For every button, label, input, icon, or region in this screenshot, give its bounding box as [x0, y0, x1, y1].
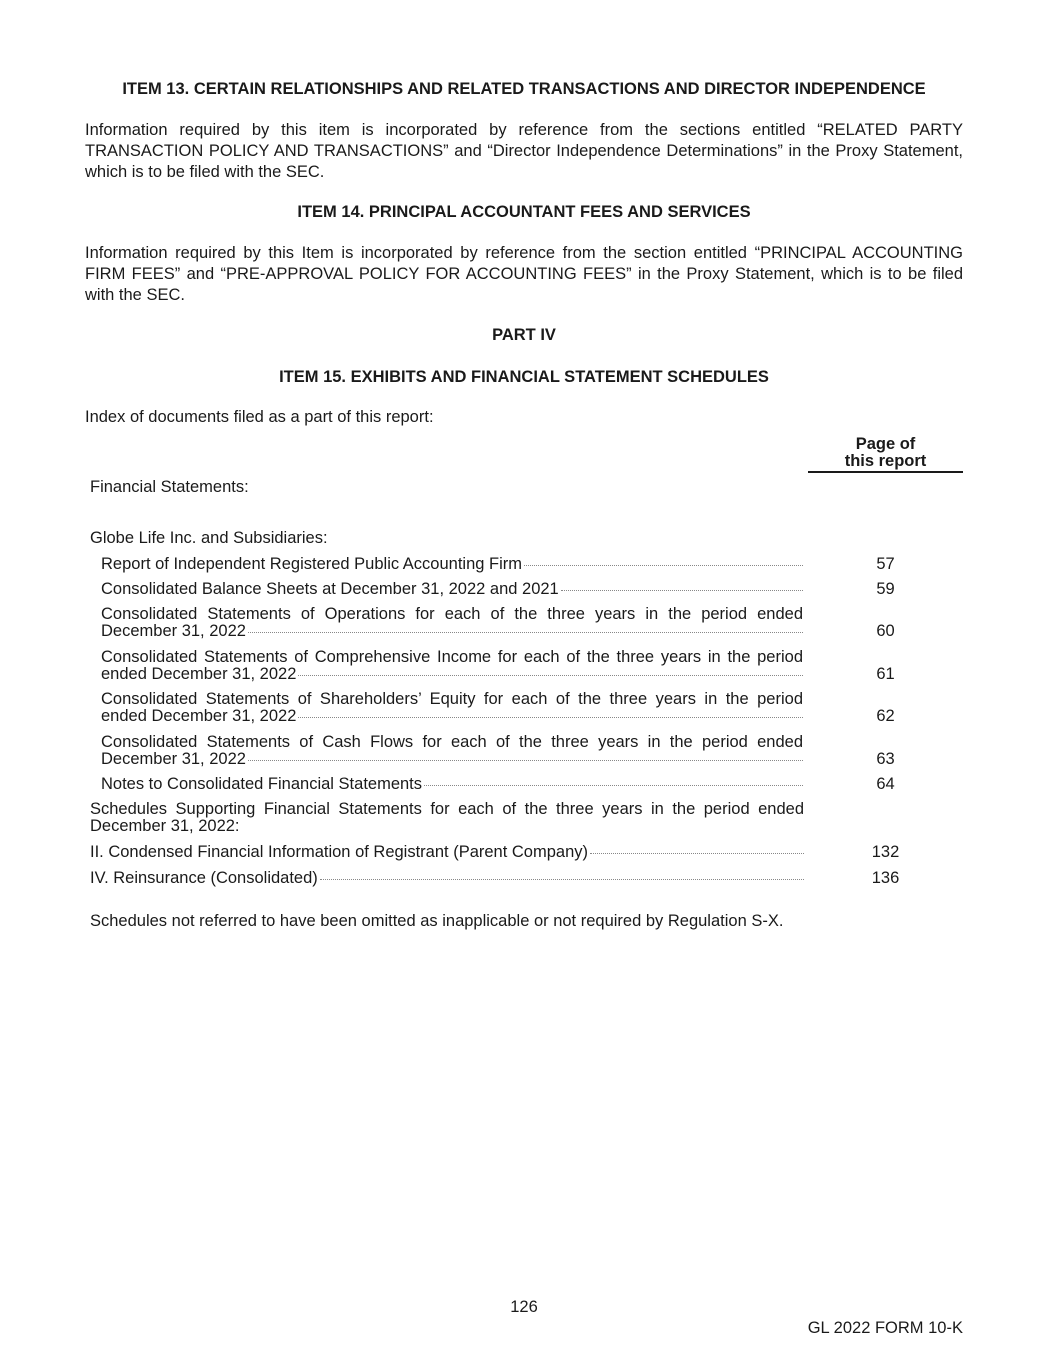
index-entry	[101, 734, 803, 768]
index-entry-page: 57	[876, 555, 895, 573]
index-entry	[101, 776, 803, 793]
index-entry-page: 62	[876, 707, 895, 725]
index-entry-page: 61	[876, 665, 895, 683]
index-entry-label-line2: ended December 31, 2022	[101, 665, 297, 683]
index-entry-label-line2: ended December 31, 2022	[101, 707, 297, 725]
schedule-entry-page: 136	[871, 869, 900, 887]
dot-leader	[424, 785, 803, 786]
index-entry-label: Report of Independent Registered Public Accounting Firm	[101, 555, 522, 573]
schedules-label-line2: December 31, 2022:	[90, 817, 240, 835]
index-entry-label: Consolidated Balance Sheets at December 31, 2022 and 2021	[101, 580, 559, 598]
schedule-entry-label: II. Condensed Financial Information of Registrant (Parent Company)	[90, 843, 588, 861]
schedule-entry-label: IV. Reinsurance (Consolidated)	[90, 869, 318, 887]
schedule-entry	[90, 844, 804, 861]
index-entry	[101, 606, 803, 640]
page-number: 126	[510, 1298, 538, 1316]
index-entry	[101, 581, 803, 598]
index-entry-label-line2: December 31, 2022	[101, 750, 246, 768]
company-label: Globe Life Inc. and Subsidiaries:	[90, 529, 328, 547]
schedules-note: Schedules not referred to have been omitted as inapplicable or not required by Regulation S-X.	[90, 912, 784, 930]
index-entry	[101, 556, 803, 573]
index-entry-label-line1: Consolidated Statements of Operations for each of the three years in the period ended	[101, 605, 803, 623]
index-entry-page: 64	[876, 775, 895, 793]
page-column-header-line1: Page of	[855, 435, 916, 453]
dot-leader	[561, 590, 803, 591]
schedules-label	[90, 801, 804, 835]
item-14-paragraph: Information required by this Item is incorporated by reference from the section entitled “PRINCIPAL ACCOUNTING FIRM FEES” and “PRE-APPROVAL POLICY FOR ACCOUNTING FEES” in the Proxy Statement, which is to be filed with the SEC.	[85, 244, 963, 304]
dot-leader	[298, 717, 803, 718]
dot-leader	[298, 675, 803, 676]
index-entry-page: 60	[876, 622, 895, 640]
schedules-label-line1: Schedules Supporting Financial Statements for each of the three years in the period ended	[90, 800, 804, 818]
dot-leader	[248, 632, 803, 633]
dot-leader	[590, 853, 804, 854]
page-column-header	[808, 436, 963, 473]
index-entry-page: 63	[876, 750, 895, 768]
schedule-entry-page: 132	[871, 843, 900, 861]
dot-leader	[248, 760, 803, 761]
schedule-entry	[90, 870, 804, 887]
index-entry-label-line1: Consolidated Statements of Shareholders’ Equity for each of the three years in the period	[101, 690, 803, 708]
index-entry-label: Notes to Consolidated Financial Statements	[101, 775, 423, 793]
dot-leader	[524, 565, 803, 566]
index-entry-label-line2: December 31, 2022	[101, 622, 246, 640]
item-15-heading: ITEM 15. EXHIBITS AND FINANCIAL STATEMENT SCHEDULES	[279, 368, 769, 386]
index-entry	[101, 649, 803, 683]
part-iv-heading: PART IV	[492, 326, 556, 344]
item-13-paragraph: Information required by this item is incorporated by reference from the sections entitled “RELATED PARTY TRANSACTION POLICY AND TRANSACTIONS” and “Director Independence Determinations” in the Proxy Statement, which is to be filed with the SEC.	[85, 121, 963, 181]
financial-statements-label: Financial Statements:	[90, 478, 249, 496]
index-entry	[101, 691, 803, 725]
item-14-heading: ITEM 14. PRINCIPAL ACCOUNTANT FEES AND SERVICES	[297, 203, 751, 221]
item-13-heading: ITEM 13. CERTAIN RELATIONSHIPS AND RELATED TRANSACTIONS AND DIRECTOR INDEPENDENCE	[122, 80, 926, 98]
page-column-header-line2: this report	[844, 452, 927, 470]
form-label: GL 2022 FORM 10-K	[807, 1319, 963, 1337]
dot-leader	[320, 879, 804, 880]
index-intro: Index of documents filed as a part of this report:	[85, 408, 434, 426]
index-entry-label-line1: Consolidated Statements of Comprehensive Income for each of the three years in the period	[101, 648, 803, 666]
index-entry-page: 59	[876, 580, 895, 598]
index-entry-label-line1: Consolidated Statements of Cash Flows for each of the three years in the period ended	[101, 733, 803, 751]
